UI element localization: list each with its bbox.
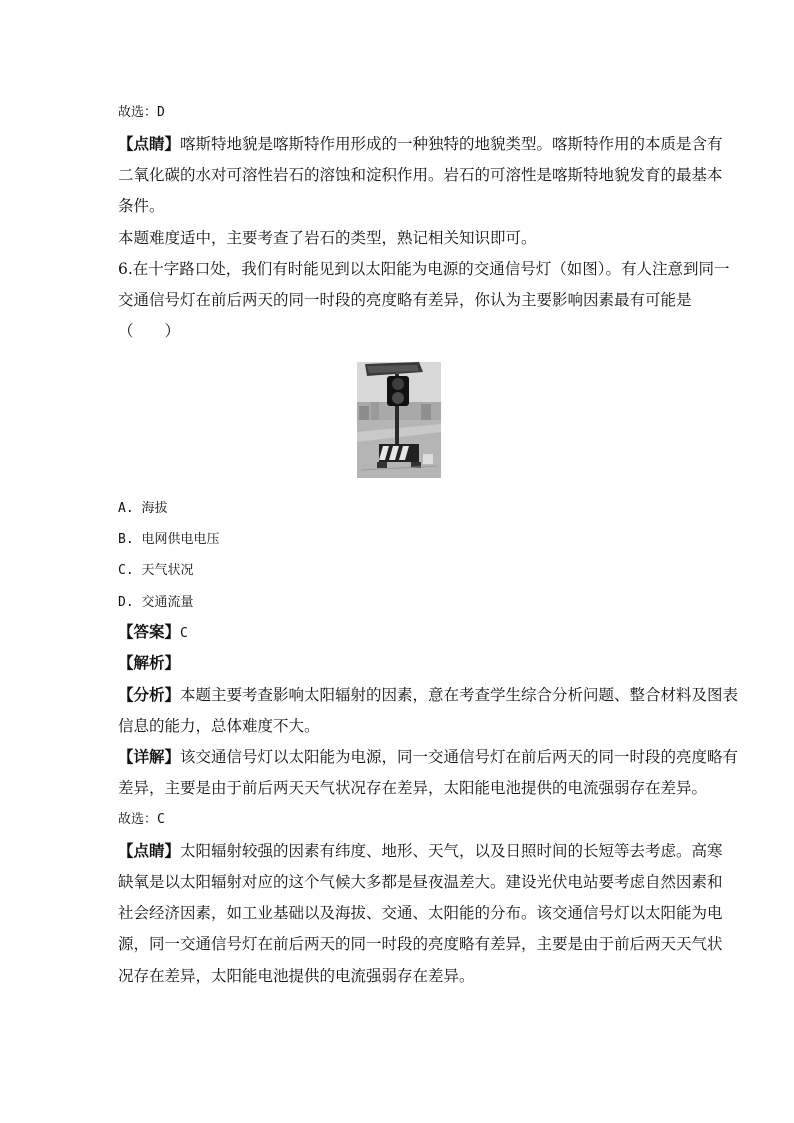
dianjing-line-1: 【点睛】太阳辐射较强的因素有纬度、地形、天气，以及日照时间的长短等去考虑。高寒 <box>118 841 723 860</box>
question-stem-line-1: 6.在十字路口处，我们有时能见到以太阳能为电源的交通信号灯（如图）。有人注意到同一 <box>118 260 730 278</box>
analysis-heading: 【解析】 <box>118 653 181 672</box>
xiangjie-line-1: 【详解】该交通信号灯以太阳能为电源，同一交通信号灯在前后两天的同一时段的亮度略有 <box>118 747 739 766</box>
xiangjie-tag: 【详解】 <box>118 747 181 766</box>
fenxi-line-1: 【分析】本题主要考查影响太阳辐射的因素，意在考查学生综合分析问题、整合材料及图表 <box>118 685 739 704</box>
option-c: C. 天气状况 <box>118 563 194 578</box>
option-b: B. 电网供电电压 <box>118 532 220 547</box>
prev-tip-line-4: 本题难度适中，主要考查了岩石的类型，熟记相关知识即可。 <box>118 229 537 247</box>
traffic-light-illustration <box>357 362 441 478</box>
tip-tag: 【点睛】 <box>118 134 181 153</box>
dianjing-line-2: 缺氧是以太阳辐射对应的这个气候大多都是昼夜温差大。建设光伏电站要考虑自然因素和 <box>118 873 723 891</box>
prev-answer-line: 故选：D <box>118 105 165 120</box>
prev-tip-line-2: 二氧化碳的水对可溶性岩石的溶蚀和淀积作用。岩石的可溶性是喀斯特地貌发育的最基本 <box>118 166 723 184</box>
fenxi-line-2: 信息的能力，总体难度不大。 <box>118 717 320 735</box>
answer-tag: 【答案】 <box>118 622 181 641</box>
solar-traffic-light-photo <box>357 362 441 478</box>
question-stem-line-2: 交通信号灯在前后两天的同一时段的亮度略有差异，你认为主要影响因素最有可能是 <box>118 291 692 309</box>
dianjing-line-4: 源，同一交通信号灯在前后两天的同一时段的亮度略有差异，主要是由于前后两天天气状 <box>118 935 723 953</box>
prev-tip-line-3: 条件。 <box>118 197 165 215</box>
fenxi-tag: 【分析】 <box>118 685 181 704</box>
prev-tip-line-1: 【点睛】喀斯特地貌是喀斯特作用形成的一种独特的地貌类型。喀斯特作用的本质是含有 <box>118 134 723 153</box>
dianjing-line-3: 社会经济因素，如工业基础以及海拔、交通、太阳能的分布。该交通信号灯以太阳能为电 <box>118 904 723 922</box>
xiangjie-line-2: 差异，主要是由于前后两天天气状况存在差异，太阳能电池提供的电流强弱存在差异。 <box>118 779 708 797</box>
answer-value: C <box>180 626 188 641</box>
choose-line: 故选：C <box>118 812 165 827</box>
answer-line <box>118 622 188 642</box>
option-a: A. 海拔 <box>118 501 168 516</box>
dianjing-line-5: 况存在差异，太阳能电池提供的电流强弱存在差异。 <box>118 967 475 985</box>
option-d: D. 交通流量 <box>118 595 194 610</box>
dianjing-tag: 【点睛】 <box>118 841 181 860</box>
question-stem-line-3: （ ） <box>118 322 181 340</box>
